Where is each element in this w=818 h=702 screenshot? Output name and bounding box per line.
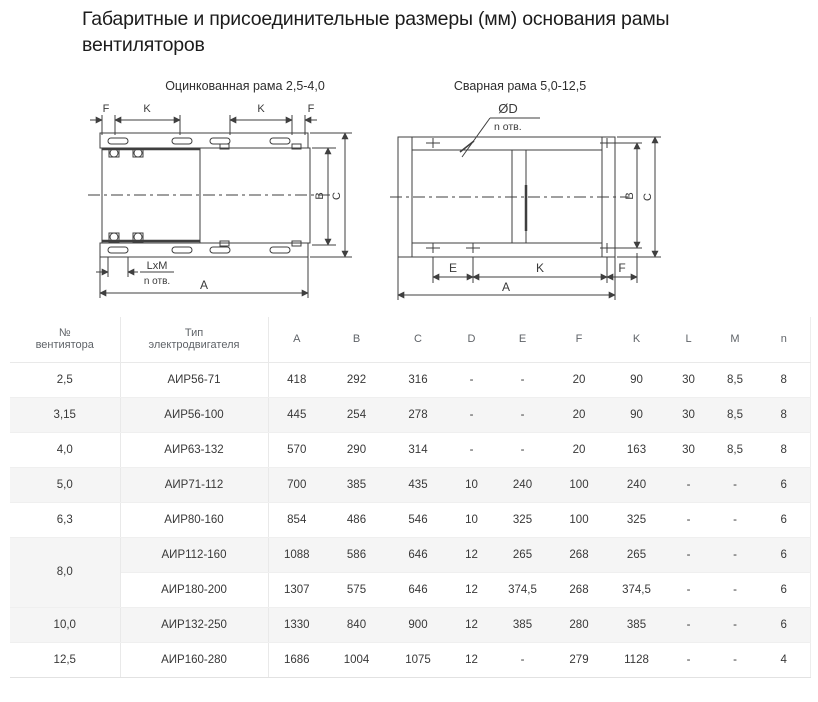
cell-dim-value: 570	[268, 432, 325, 467]
welded-frame-drawing	[390, 95, 675, 310]
dim-label-lxm: LxM	[146, 260, 168, 272]
cell-dim-value: 240	[495, 467, 550, 502]
table-row	[10, 642, 810, 677]
cell-fan-size: 6,3	[10, 502, 120, 537]
dim-label-c: C	[331, 192, 343, 200]
cell-dim-value: 6	[758, 467, 810, 502]
col-header-fan-number-line1: №	[58, 327, 71, 340]
cell-dim-value: 1307	[268, 572, 325, 607]
cell-dim-value: 418	[268, 362, 325, 397]
cell-dim-value: -	[495, 642, 550, 677]
dim-label-f: F	[618, 261, 626, 275]
page-title: Габаритные и присоединительные размеры (мм) основания рамы вентиляторов	[82, 8, 670, 56]
cell-dim-value: 254	[325, 397, 388, 432]
cell-fan-size: 8,0	[10, 537, 120, 607]
cell-fan-size: 2,5	[10, 362, 120, 397]
table-row	[10, 572, 810, 607]
col-header-fan-number-line2: вентиятора	[35, 339, 94, 352]
col-header-dim: E	[495, 317, 550, 362]
cell-dim-value: 292	[325, 362, 388, 397]
col-header-fan-number	[10, 317, 120, 362]
cell-dim-value: -	[665, 467, 712, 502]
cell-dim-value: 314	[388, 432, 448, 467]
cell-dim-value: 6	[758, 537, 810, 572]
table-row	[10, 467, 810, 502]
cell-dim-value: 20	[550, 397, 608, 432]
cell-dim-value: 316	[388, 362, 448, 397]
cell-dim-value: 325	[495, 502, 550, 537]
cell-dim-value: 100	[550, 502, 608, 537]
col-header-motor-type-line1: Тип	[184, 327, 204, 340]
cell-dim-value: 445	[268, 397, 325, 432]
cell-dim-value: 30	[665, 362, 712, 397]
cell-dim-value: -	[665, 502, 712, 537]
cell-dim-value: 265	[608, 537, 665, 572]
cell-dim-value: 435	[388, 467, 448, 502]
cell-motor-type: АИР71-112	[120, 467, 268, 502]
cell-dim-value: 840	[325, 607, 388, 642]
dim-label-k: K	[535, 261, 545, 275]
cell-motor-type: АИР56-100	[120, 397, 268, 432]
cell-dim-value: 854	[268, 502, 325, 537]
cell-dim-value: 240	[608, 467, 665, 502]
cell-dim-value: 6	[758, 502, 810, 537]
cell-dim-value: -	[665, 607, 712, 642]
galvanized-frame-caption: Оцинкованная рама 2,5-4,0	[165, 79, 325, 93]
cell-dim-value: -	[665, 642, 712, 677]
table-header-row	[10, 317, 810, 362]
cell-dim-value: 1088	[268, 537, 325, 572]
col-header-dim: L	[665, 317, 712, 362]
col-header-dim: C	[388, 317, 448, 362]
cell-dim-value: -	[712, 607, 758, 642]
cell-dim-value: 1004	[325, 642, 388, 677]
cell-dim-value: 8	[758, 432, 810, 467]
cell-dim-value: -	[712, 642, 758, 677]
col-header-motor-type	[120, 317, 268, 362]
cell-dim-value: 646	[388, 537, 448, 572]
table-row	[10, 537, 810, 572]
cell-dim-value: 1075	[388, 642, 448, 677]
cell-dim-value: 374,5	[608, 572, 665, 607]
cell-fan-size: 3,15	[10, 397, 120, 432]
cell-dim-value: 30	[665, 397, 712, 432]
cell-dim-value: -	[448, 397, 495, 432]
cell-dim-value: -	[712, 572, 758, 607]
cell-dim-value: 10	[448, 467, 495, 502]
cell-dim-value: 20	[550, 432, 608, 467]
cell-dim-value: 10	[448, 502, 495, 537]
cell-dim-value: -	[495, 397, 550, 432]
cell-motor-type: АИР160-280	[120, 642, 268, 677]
holes-count-label: n отв.	[494, 121, 522, 133]
cell-dim-value: 546	[388, 502, 448, 537]
cell-dim-value: 12	[448, 537, 495, 572]
welded-frame-caption: Сварная рама 5,0-12,5	[453, 79, 587, 93]
dim-label-a: A	[199, 278, 209, 292]
cell-motor-type: АИР63-132	[120, 432, 268, 467]
table-row	[10, 362, 810, 397]
cell-dim-value: 385	[495, 607, 550, 642]
dim-label-e: E	[448, 261, 458, 275]
cell-dim-value: -	[665, 572, 712, 607]
cell-fan-size: 4,0	[10, 432, 120, 467]
dimensions-table	[10, 317, 811, 678]
cell-dim-value: -	[665, 537, 712, 572]
cell-dim-value: 646	[388, 572, 448, 607]
col-header-dim: D	[448, 317, 495, 362]
table-row	[10, 432, 810, 467]
cell-dim-value: -	[495, 432, 550, 467]
dim-label-b: B	[624, 192, 636, 200]
cell-dim-value: 280	[550, 607, 608, 642]
cell-dim-value: -	[448, 362, 495, 397]
cell-dim-value: 1686	[268, 642, 325, 677]
cell-fan-size: 5,0	[10, 467, 120, 502]
cell-dim-value: 700	[268, 467, 325, 502]
dim-label-a: A	[501, 280, 511, 294]
cell-dim-value: -	[712, 502, 758, 537]
cell-motor-type: АИР180-200	[120, 572, 268, 607]
table-row	[10, 607, 810, 642]
col-header-dim: K	[608, 317, 665, 362]
cell-dim-value: 90	[608, 362, 665, 397]
galvanized-frame-drawing	[20, 95, 365, 310]
dim-label-b: B	[314, 192, 326, 200]
cell-dim-value: 8,5	[712, 362, 758, 397]
cell-dim-value: 586	[325, 537, 388, 572]
col-header-dim: F	[550, 317, 608, 362]
cell-dim-value: 8	[758, 362, 810, 397]
cell-dim-value: 268	[550, 537, 608, 572]
cell-dim-value: -	[712, 537, 758, 572]
cell-dim-value: -	[712, 467, 758, 502]
cell-dim-value: 900	[388, 607, 448, 642]
hole-cross-marks	[426, 138, 614, 253]
cell-dim-value: 1128	[608, 642, 665, 677]
holes-count-label: n отв.	[143, 276, 171, 287]
cell-dim-value: 6	[758, 607, 810, 642]
cell-dim-value: 268	[550, 572, 608, 607]
cell-dim-value: 90	[608, 397, 665, 432]
cell-fan-size: 10,0	[10, 607, 120, 642]
cell-dim-value: 1330	[268, 607, 325, 642]
cell-dim-value: 279	[550, 642, 608, 677]
cell-dim-value: 4	[758, 642, 810, 677]
cell-dim-value: 6	[758, 572, 810, 607]
cell-dim-value: 8,5	[712, 397, 758, 432]
cell-dim-value: 8	[758, 397, 810, 432]
cell-dim-value: -	[448, 432, 495, 467]
hole-diameter-label: ØD	[498, 101, 518, 116]
cell-dim-value: 100	[550, 467, 608, 502]
cell-motor-type: АИР80-160	[120, 502, 268, 537]
cell-dim-value: 12	[448, 607, 495, 642]
cell-fan-size: 12,5	[10, 642, 120, 677]
col-header-motor-type-line2: электродвигателя	[148, 339, 240, 352]
dim-label-f-left: F	[102, 103, 110, 115]
table-row	[10, 502, 810, 537]
dim-label-k-left: K	[143, 103, 151, 115]
cell-dim-value: 290	[325, 432, 388, 467]
dim-label-c: C	[642, 193, 654, 201]
cell-motor-type: АИР56-71	[120, 362, 268, 397]
cell-dim-value: 163	[608, 432, 665, 467]
col-header-dim: M	[712, 317, 758, 362]
cell-dim-value: 278	[388, 397, 448, 432]
cell-dim-value: 12	[448, 572, 495, 607]
cell-dim-value: 12	[448, 642, 495, 677]
cell-dim-value: 325	[608, 502, 665, 537]
cell-dim-value: 8,5	[712, 432, 758, 467]
cell-dim-value: 265	[495, 537, 550, 572]
col-header-dim: n	[758, 317, 810, 362]
cell-dim-value: 30	[665, 432, 712, 467]
cell-dim-value: 385	[608, 607, 665, 642]
cell-dim-value: -	[495, 362, 550, 397]
cell-motor-type: АИР112-160	[120, 537, 268, 572]
col-header-dim: B	[325, 317, 388, 362]
dim-label-f-right: F	[307, 103, 315, 115]
cell-dim-value: 385	[325, 467, 388, 502]
cell-motor-type: АИР132-250	[120, 607, 268, 642]
col-header-dim: A	[268, 317, 325, 362]
cell-dim-value: 374,5	[495, 572, 550, 607]
cell-dim-value: 486	[325, 502, 388, 537]
cell-dim-value: 575	[325, 572, 388, 607]
dim-label-k-right: K	[257, 103, 265, 115]
cell-dim-value: 20	[550, 362, 608, 397]
table-row	[10, 397, 810, 432]
